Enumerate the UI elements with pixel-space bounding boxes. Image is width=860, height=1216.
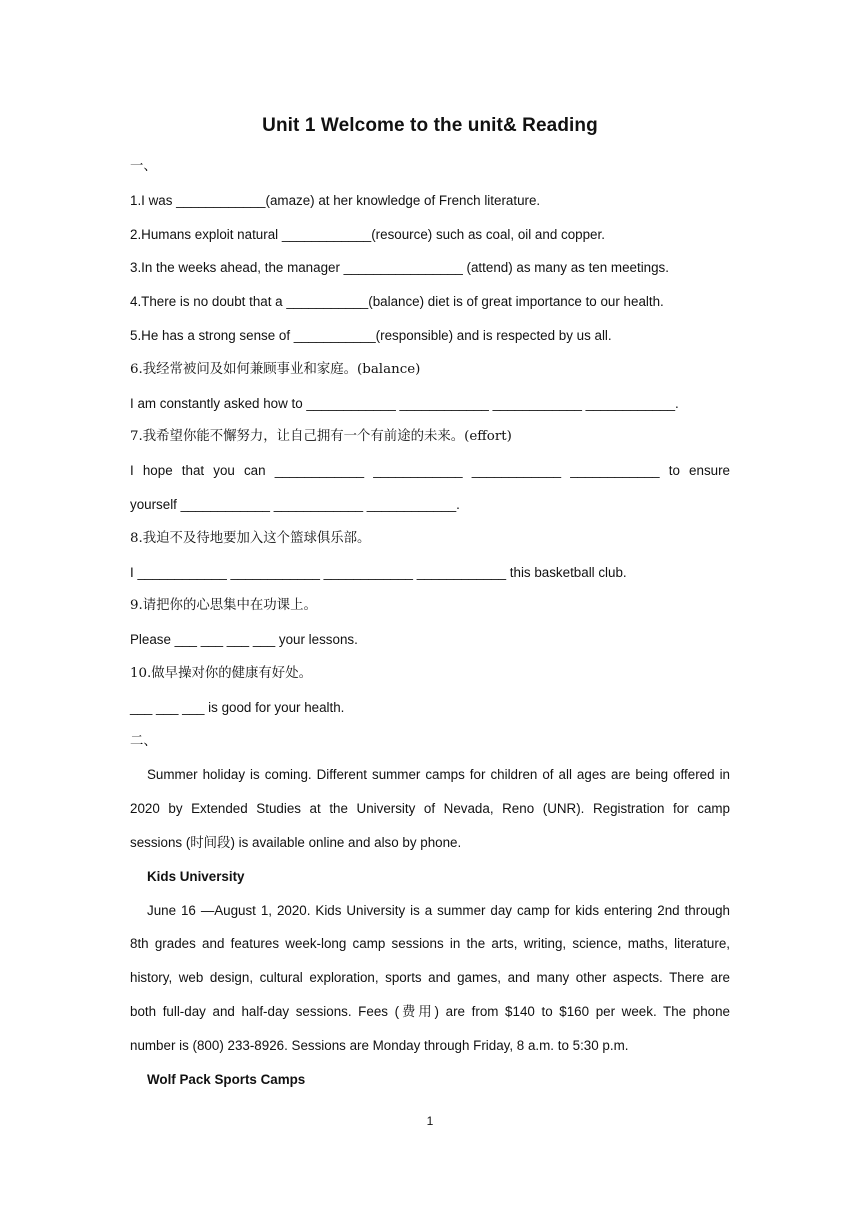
question-7-answer-line-1: I hope that you can ____________ ____________ ____________ ____________ to ensure xyxy=(130,463,730,478)
question-8-answer: I ____________ ____________ ____________ ____________ this basketball club. xyxy=(130,565,627,580)
passage-p2-line-3: history, web design, cultural exploration, sports and games, and many other aspects. There are xyxy=(130,970,730,985)
question-4: 4.There is no doubt that a ___________(balance) diet is of great importance to our health. xyxy=(130,294,664,309)
question-3: 3.In the weeks ahead, the manager ________________ (attend) as many as ten meetings. xyxy=(130,260,669,275)
passage-p2-line-4: both full-day and half-day sessions. Fees (费用) are from $140 to $160 per week. The phone xyxy=(130,1004,730,1019)
question-1: 1.I was ____________(amaze) at her knowledge of French literature. xyxy=(130,193,541,208)
question-9-answer: Please ___ ___ ___ ___ your lessons. xyxy=(130,632,358,647)
section-2-label: 二、 xyxy=(130,734,157,749)
passage-heading-kids-university: Kids University xyxy=(147,869,245,884)
question-7-answer-line-2: yourself ____________ ____________ ____________. xyxy=(130,497,460,512)
question-9-prompt: 9.请把你的心思集中在功课上。 xyxy=(130,598,317,613)
question-6-answer: I am constantly asked how to ____________ ____________ ____________ ____________. xyxy=(130,396,679,411)
passage-heading-wolf-pack: Wolf Pack Sports Camps xyxy=(147,1072,306,1087)
question-10-prompt: 10.做早操对你的健康有好处。 xyxy=(130,666,312,681)
document-title: Unit 1 Welcome to the unit& Reading xyxy=(262,115,598,136)
passage-p2-line-5: number is (800) 233-8926. Sessions are Monday through Friday, 8 a.m. to 5:30 p.m. xyxy=(130,1038,629,1053)
question-2: 2.Humans exploit natural ____________(resource) such as coal, oil and copper. xyxy=(130,227,605,242)
page-number: 1 xyxy=(426,1114,434,1128)
passage-p1-line-2: 2020 by Extended Studies at the University of Nevada, Reno (UNR). Registration for camp xyxy=(130,801,730,816)
question-5: 5.He has a strong sense of ___________(responsible) and is respected by us all. xyxy=(130,328,612,343)
question-7-prompt: 7.我希望你能不懈努力，让自己拥有一个有前途的未来。(effort) xyxy=(130,429,512,444)
passage-p1-line-1: Summer holiday is coming. Different summer camps for children of all ages are being offered in xyxy=(147,767,730,782)
section-1-label: 一、 xyxy=(130,159,157,174)
passage-p1-line-3: sessions (时间段) is available online and also by phone. xyxy=(130,835,462,850)
question-10-answer: ___ ___ ___ is good for your health. xyxy=(130,700,345,715)
passage-p2-line-2: 8th grades and features week-long camp sessions in the arts, writing, science, maths, literature, xyxy=(130,936,730,951)
question-6-prompt: 6.我经常被问及如何兼顾事业和家庭。(balance) xyxy=(130,362,421,377)
passage-p2-line-1: June 16 —August 1, 2020. Kids University is a summer day camp for kids entering 2nd through xyxy=(147,903,730,918)
question-8-prompt: 8.我迫不及待地要加入这个篮球俱乐部。 xyxy=(130,531,371,546)
